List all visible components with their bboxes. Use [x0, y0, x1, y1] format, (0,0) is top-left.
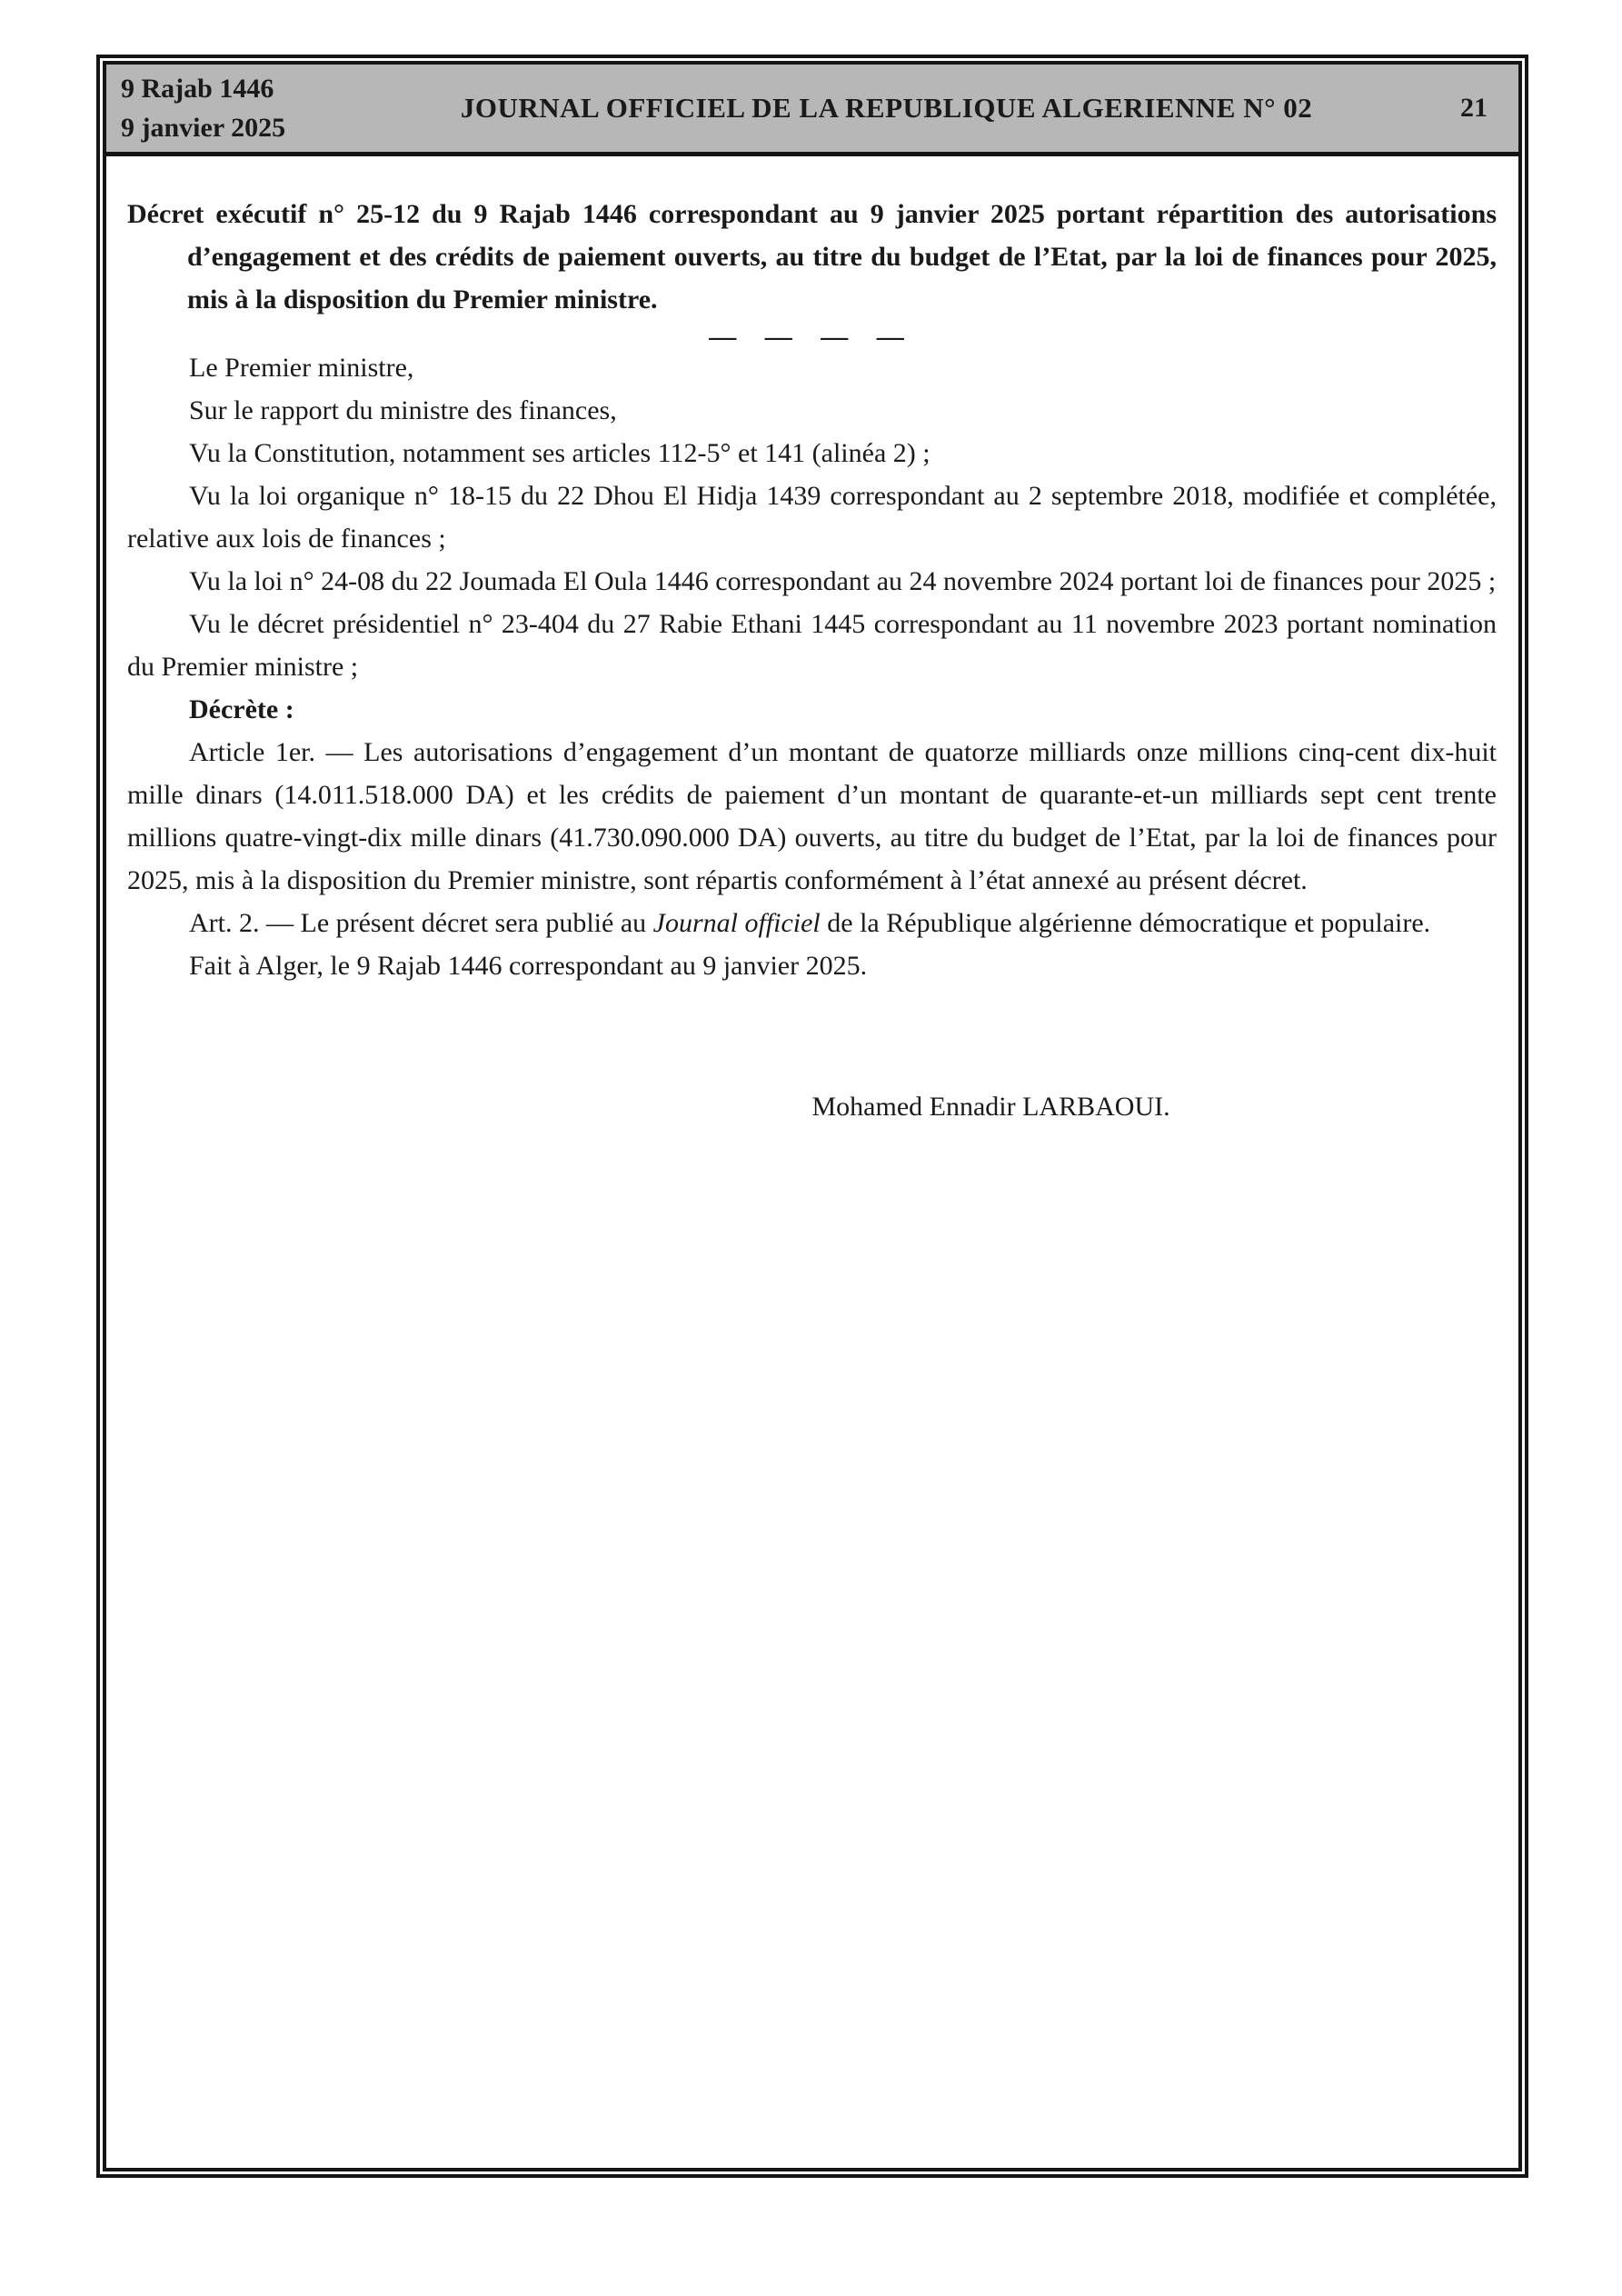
article-2-text: Art. 2. — Le présent décret sera publié au: [189, 908, 653, 938]
decree-title: Décret exécutif n° 25-12 du 9 Rajab 1446 correspondant au 9 janvier 2025 portant répartition des autorisations d’engagement et des crédits de paiement ouverts, au titre du budget de l’Etat, par la loi de finances pour 2025, mis à la disposition du Premier ministre.: [127, 199, 1497, 314]
page-border-frame: [96, 55, 1528, 2178]
page-number: 21: [1460, 93, 1488, 123]
date-hijri: 9 Rajab 1446: [121, 74, 274, 104]
article-2-journal-officiel: Journal officiel: [652, 908, 821, 938]
signatory-name: Mohamed Ennadir LARBAOUI.: [811, 1092, 1170, 1122]
signature-place-date: Fait à Alger, le 9 Rajab 1446 correspondant au 9 janvier 2025.: [189, 951, 868, 981]
preamble-line: Vu la loi organique n° 18-15 du 22 Dhou El Hidja 1439 correspondant au 2 septembre 2018, modifiée et complétée, relative aux lois de finances ;: [127, 481, 1497, 554]
article-2: [127, 902, 1497, 944]
title-separator: — — — —: [709, 322, 915, 352]
article-2-text-end: de la République algérienne démocratique et populaire.: [820, 908, 1431, 938]
preamble-line: Sur le rapport du ministre des finances,: [189, 395, 617, 425]
decrete-heading: Décrète :: [189, 694, 294, 724]
page-border-inner: [103, 61, 1522, 2171]
preamble-line: Vu la Constitution, notamment ses articles 112-5° et 141 (alinéa 2) ;: [189, 438, 930, 468]
preamble-line: Vu la loi n° 24-08 du 22 Joumada El Oula 1446 correspondant au 24 novembre 2024 portant loi de finances pour 2025 ;: [189, 566, 1497, 596]
masthead: [106, 65, 1518, 156]
issue-dates: [121, 69, 285, 147]
preamble-line: Le Premier ministre,: [189, 353, 414, 383]
preamble-line: Vu le décret présidentiel n° 23-404 du 27 Rabie Ethani 1445 correspondant au 11 novembre 2023 portant nomination du Premier ministre ;: [127, 609, 1497, 682]
journal-title: JOURNAL OFFICIEL DE LA REPUBLIQUE ALGERIENNE N° 02: [460, 92, 1313, 124]
date-gregorian: 9 janvier 2025: [121, 113, 286, 143]
decree-body: [106, 193, 1518, 1128]
article-1: Article 1er. — Les autorisations d’engagement d’un montant de quatorze milliards onze millions cinq-cent dix-huit mille dinars (14.011.518.000 DA) et les crédits de paiement d’un montant de quarante-et-un milliards sept cent trente millions quatre-vingt-dix mille dinars (41.730.090.000 DA) ouverts, au titre du budget de l’Etat, par la loi de finances pour 2025, mis à la disposition du Premier ministre, sont répartis conformément à l’état annexé au présent décret.: [127, 737, 1497, 895]
